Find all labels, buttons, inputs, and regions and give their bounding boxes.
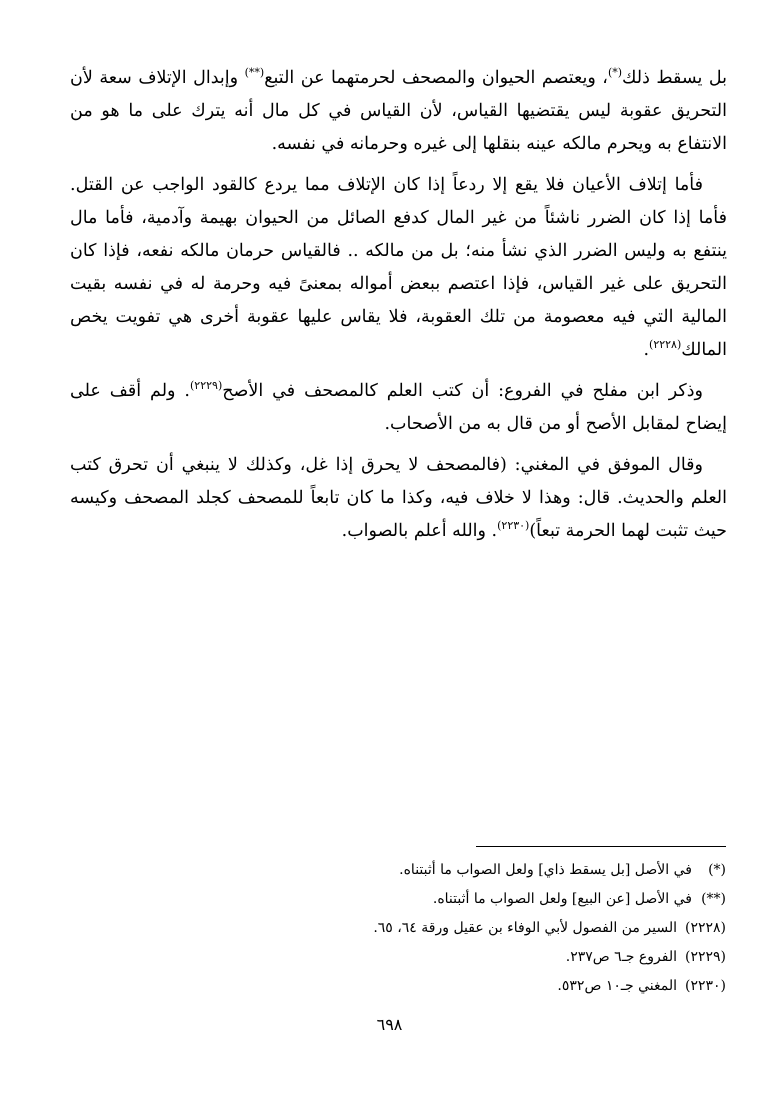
footnote-mark: (٢٢٣٠) (684, 978, 726, 994)
paragraph-2 (70, 169, 727, 367)
footnote-mark: (٢٢٢٨) (684, 920, 726, 936)
text-run: بل يسقط ذلك (622, 68, 727, 88)
text-run: وإبدال الإتلاف سعة لأن التحريق عقوبة ليس يقتضيها القياس، لأن القياس في كل مال أنه يترك على ما هو من الانتفاع به ويحرم مالكه عينه بنقلها إلى غيره وحرمانه في نفسه. (70, 68, 727, 154)
footnote-mark: (*) (708, 862, 726, 878)
paragraph-4 (70, 449, 727, 548)
footnote-text: المغني جـ١٠ ص٥٣٢. (557, 978, 677, 994)
footnote-item (250, 943, 726, 972)
text-run: . والله أعلم بالصواب. (341, 521, 498, 541)
paragraph-1 (70, 62, 727, 161)
text-run: ، ويعتصم الحيوان والمصحف لحرمتهما عن التبع (264, 68, 608, 88)
footnote-ref: (٢٢٢٨) (649, 338, 682, 352)
footnote-text: في الأصل [عن البيع] ولعل الصواب ما أثبتناه. (432, 891, 692, 907)
footnote-text: الفروع جـ٦ ص٢٣٧. (565, 949, 677, 965)
footnotes (250, 856, 726, 1001)
text-run: وقال الموفق في المغني: (فالمصحف لا يحرق إذا غل، وكذلك لا ينبغي أن تحرق كتب العلم والحديث. قال: وهذا لا خلاف فيه، وكذا ما كان تابعاً للمصحف كجلد المصحف وكيسه حيث تثبت لهما الحرمة تبعاً) (70, 455, 727, 541)
page-number: ٦٩٨ (376, 1015, 403, 1034)
footnote-ref: (**) (244, 66, 265, 80)
main-text (70, 62, 727, 556)
footnote-item (250, 856, 726, 885)
footnote-item (250, 885, 726, 914)
text-run: . ولم أقف على إيضاح لمقابل الأصح أو من قال به من الأصحاب. (70, 381, 727, 434)
footnote-text: في الأصل [بل يسقط ذاي] ولعل الصواب ما أثبتناه. (399, 862, 692, 878)
text-run: وذكر ابن مفلح في الفروع: أن كتب العلم كالمصحف في الأصح (222, 381, 703, 401)
text-run: . (643, 340, 650, 360)
footnote-text: السير من الفصول لأبي الوفاء بن عقيل ورقة ٦٤، ٦٥. (373, 920, 677, 936)
footnote-item (250, 914, 726, 943)
footnote-separator (476, 846, 726, 847)
footnote-mark: (**) (701, 891, 726, 907)
footnote-ref: (٢٢٢٩) (190, 379, 223, 393)
text-run: فأما إتلاف الأعيان فلا يقع إلا ردعاً إذا كان الإتلاف مما يردع كالقود الواجب عن القتل. فأما إذا كان الضرر ناشئاً من غير المال كدفع الصائل من الحيوان بهيمة وآدمية، فأما مال ينتفع به وليس الضرر الذي نشأ منه؛ بل من مالكه .. فالقياس حرمان مالكه نفعه، فإذا كان التحريق على غير القياس، فإذا اعتصم ببعض أمواله بمعنىً فيه وحرمة له في نفسه بقيت المالية التي فيه معصومة من تلك العقوبة، فلا يقاس عليها عقوبة أخرى هي تفويت يخص المالك (70, 175, 727, 360)
footnote-ref: (٢٢٣٠) (497, 519, 530, 533)
footnote-ref: (*) (607, 66, 623, 80)
paragraph-3 (70, 375, 727, 441)
footnote-item (250, 972, 726, 1001)
footnote-mark: (٢٢٢٩) (684, 949, 726, 965)
